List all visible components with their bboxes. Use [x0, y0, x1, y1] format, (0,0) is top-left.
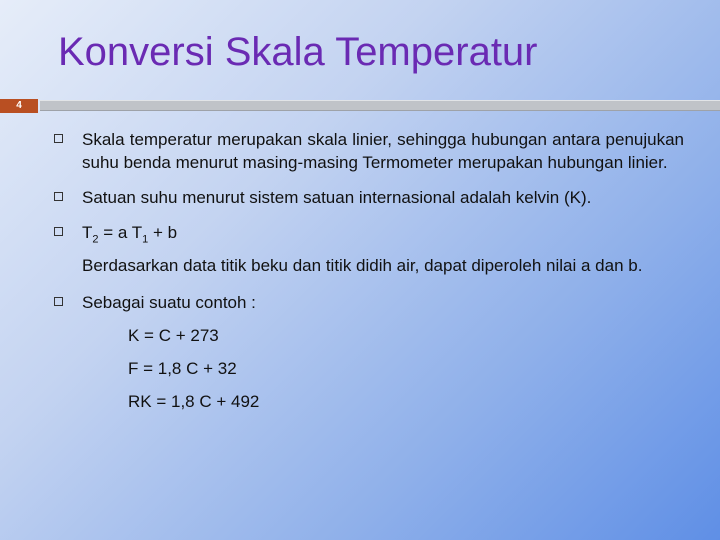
bullet-item — [52, 128, 684, 174]
slide-title: Konversi Skala Temperatur — [58, 30, 538, 74]
slide-content — [52, 128, 684, 413]
bullet-text: Sebagai suatu contoh : — [82, 293, 256, 312]
square-bullet-icon — [54, 227, 63, 236]
equation-line: F = 1,8 C + 32 — [128, 359, 237, 378]
slide-number: 4 — [16, 100, 22, 111]
formula-t: T — [82, 223, 93, 242]
bullet-item — [52, 221, 684, 244]
formula-sub-1: 1 — [142, 233, 149, 246]
title-rule — [0, 99, 720, 113]
sub-paragraph: Berdasarkan data titik beku dan titik didih air, dapat diperoleh nilai a dan b. — [82, 256, 643, 275]
rule-bar — [40, 100, 720, 111]
square-bullet-icon — [54, 192, 63, 201]
formula-end: + b — [148, 223, 178, 242]
bullet-text: Satuan suhu menurut sistem satuan internasional adalah kelvin (K). — [82, 188, 592, 207]
formula-sub-2: 2 — [92, 233, 99, 246]
formula-mid: = a T — [98, 223, 143, 242]
bullet-item — [52, 186, 684, 209]
equation-line: RK = 1,8 C + 492 — [128, 392, 260, 411]
bullet-text: Skala temperatur merupakan skala linier, sehingga hubungan antara penujukan suhu benda menurut masing-masing Termometer merupakan hubungan linier. — [82, 130, 684, 172]
equation-line: K = C + 273 — [128, 326, 219, 345]
bullet-item — [52, 291, 684, 314]
square-bullet-icon — [54, 297, 63, 306]
square-bullet-icon — [54, 134, 63, 143]
